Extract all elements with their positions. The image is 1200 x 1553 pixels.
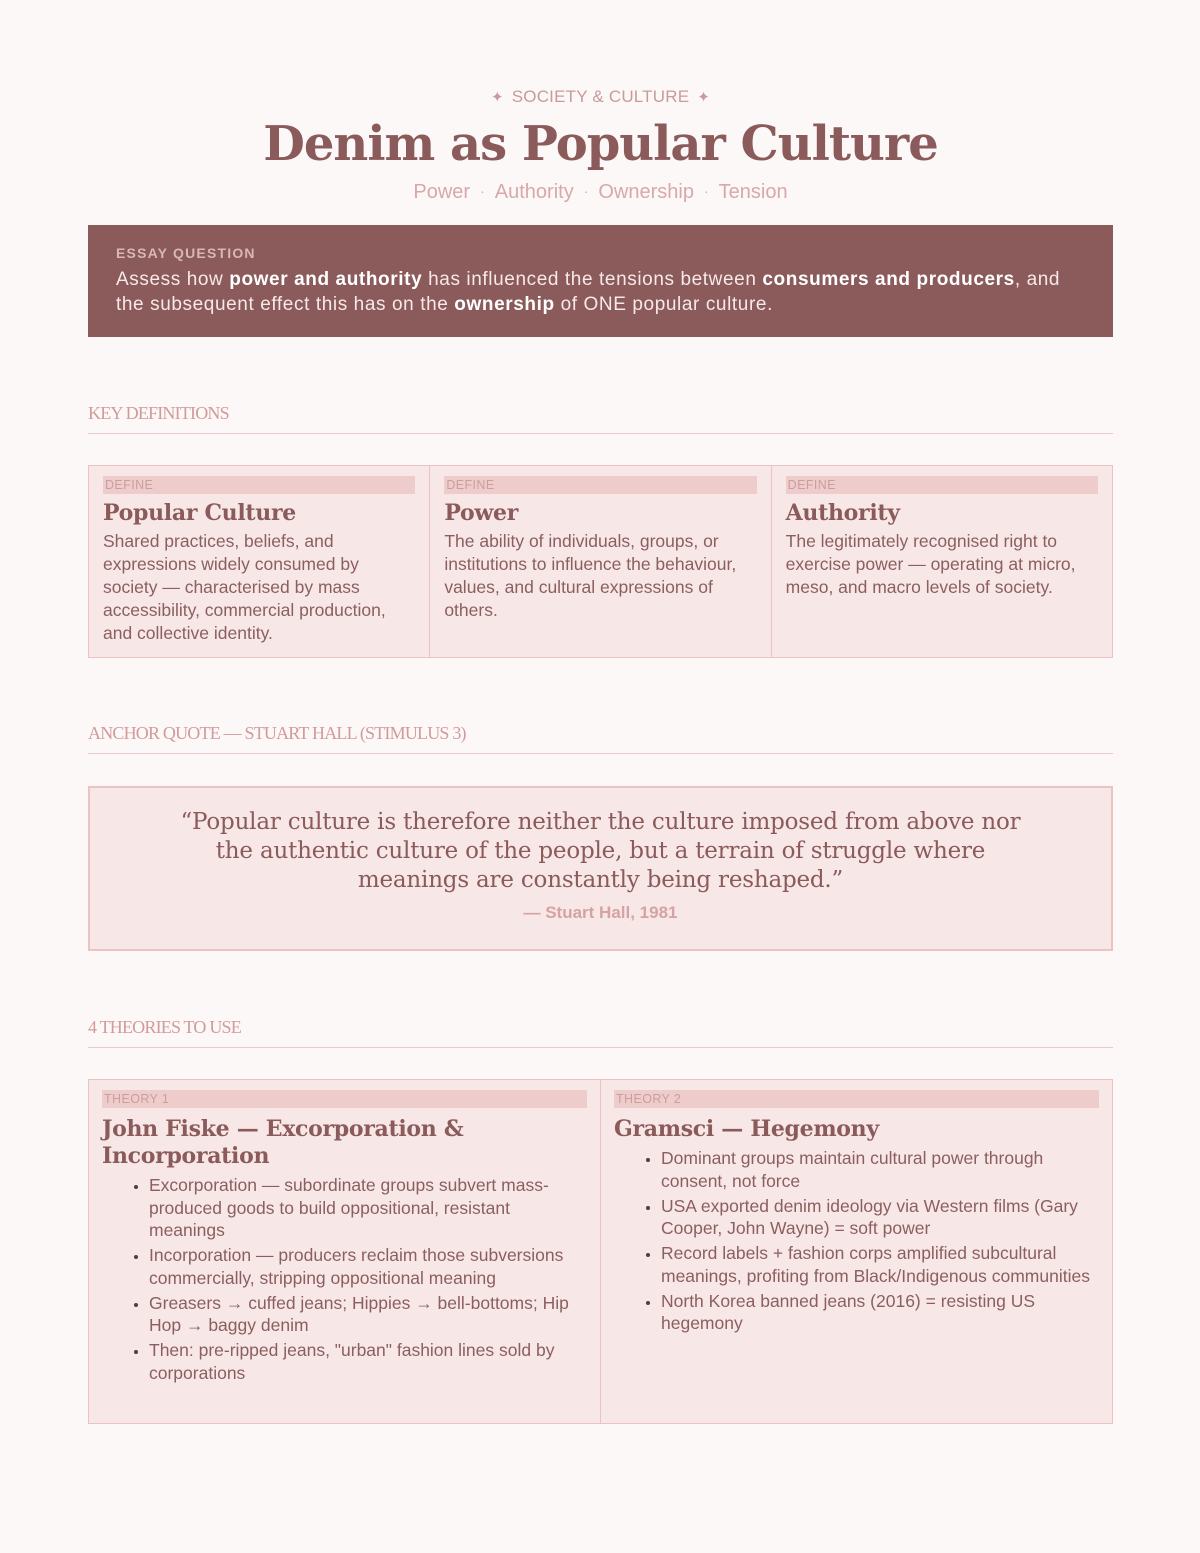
theory-title: Gramsci — Hegemony: [614, 1116, 879, 1142]
section-heading-quote: ANCHOR QUOTE — STUART HALL (STIMULUS 3): [88, 723, 1113, 754]
theory-card: [89, 1080, 601, 1423]
subtitle-terms: [88, 181, 1113, 204]
subtitle-term: Ownership: [598, 181, 694, 203]
sparkle-star-icon: ✦: [490, 89, 504, 106]
definition-term: Popular Culture: [103, 500, 296, 526]
theory-point: • Record labels + fashion corps amplified subcultural meanings, profiting from Black/Indigenous communities: [661, 1242, 1099, 1287]
section-heading-definitions: KEY DEFINITIONS: [88, 403, 1113, 434]
quote-text: “Popular culture is therefore neither the culture imposed from above nor the authentic culture of the people, but a terrain of struggle where meanings are constantly being reshaped.”: [180, 809, 1021, 893]
essay-question-box: [88, 225, 1113, 337]
separator-dot: ·: [480, 183, 485, 199]
definition-text: The legitimately recognised right to exercise power — operating at micro, meso, and macro levels of society.: [785, 531, 1076, 597]
theories-grid: [88, 1079, 1113, 1424]
theory-point: • North Korea banned jeans (2016) = resisting US hegemony: [661, 1290, 1099, 1335]
definition-text: Shared practices, beliefs, and expressions widely consumed by society — characterised by mass accessibility, commercial production, and collective identity.: [103, 531, 386, 643]
essay-keyword: power and authority: [229, 269, 423, 290]
kicker-label: SOCIETY & CULTURE: [511, 87, 690, 106]
category-kicker: [88, 87, 1113, 107]
essay-text-part: Assess how: [116, 269, 230, 290]
subtitle-term: Tension: [718, 181, 788, 203]
sparkle-star-icon: ✦: [697, 89, 711, 106]
essay-question-label: ESSAY QUESTION: [116, 245, 256, 261]
theory-point: • Then: pre-ripped jeans, "urban" fashion lines sold by corporations: [149, 1339, 587, 1384]
definition-card: [772, 466, 1112, 657]
essay-keyword: consumers and producers: [762, 269, 1015, 290]
definition-text: The ability of individuals, groups, or institutions to influence the behaviour, values, and cultural expressions of others.: [444, 531, 737, 620]
definitions-grid: [88, 465, 1113, 658]
theory-title: John Fiske — Excorporation & Incorporation: [102, 1116, 464, 1169]
anchor-quote-box: [88, 786, 1113, 951]
section-heading-theories: 4 THEORIES TO USE: [88, 1017, 1113, 1048]
theory-point: • Incorporation — producers reclaim those subversions commercially, stripping oppositional meaning: [149, 1244, 587, 1289]
theory-point: • Greasers → cuffed jeans; Hippies → bell-bottoms; Hip Hop → baggy denim: [149, 1292, 587, 1337]
essay-text-part: of ONE popular culture.: [554, 294, 773, 315]
theory-point: • USA exported denim ideology via Western films (Gary Cooper, John Wayne) = soft power: [661, 1195, 1099, 1240]
page-title: Denim as Popular Culture: [263, 116, 938, 172]
essay-text-part: has influenced the tensions between: [422, 269, 763, 290]
theory-card: [601, 1080, 1112, 1423]
definition-card: [430, 466, 771, 657]
theory-points: [102, 1174, 587, 1384]
essay-keyword: ownership: [454, 294, 555, 315]
essay-text-part: , and the subsequent effect this has on the: [116, 269, 1061, 315]
definition-term: Authority: [785, 500, 900, 526]
theory-point: • Excorporation — subordinate groups subvert mass-produced goods to build oppositional, resistant meanings: [149, 1174, 587, 1242]
separator-dot: ·: [583, 183, 589, 199]
subtitle-term: Power: [413, 181, 471, 203]
definition-tag: DEFINE: [786, 476, 1098, 494]
theory-tag: THEORY 1: [102, 1090, 587, 1108]
theory-tag: THEORY 2: [614, 1090, 1099, 1108]
definition-card: [89, 466, 430, 657]
definition-tag: DEFINE: [444, 476, 756, 494]
subtitle-term: Authority: [494, 181, 574, 203]
theory-point: • Dominant groups maintain cultural power through consent, not force: [661, 1147, 1099, 1192]
definition-term: Power: [444, 500, 518, 526]
essay-question-text: [116, 267, 1085, 317]
definition-tag: DEFINE: [103, 476, 415, 494]
theory-points: [614, 1147, 1099, 1335]
separator-dot: ·: [703, 183, 709, 199]
quote-attribution: — Stuart Hall, 1981: [523, 903, 678, 922]
